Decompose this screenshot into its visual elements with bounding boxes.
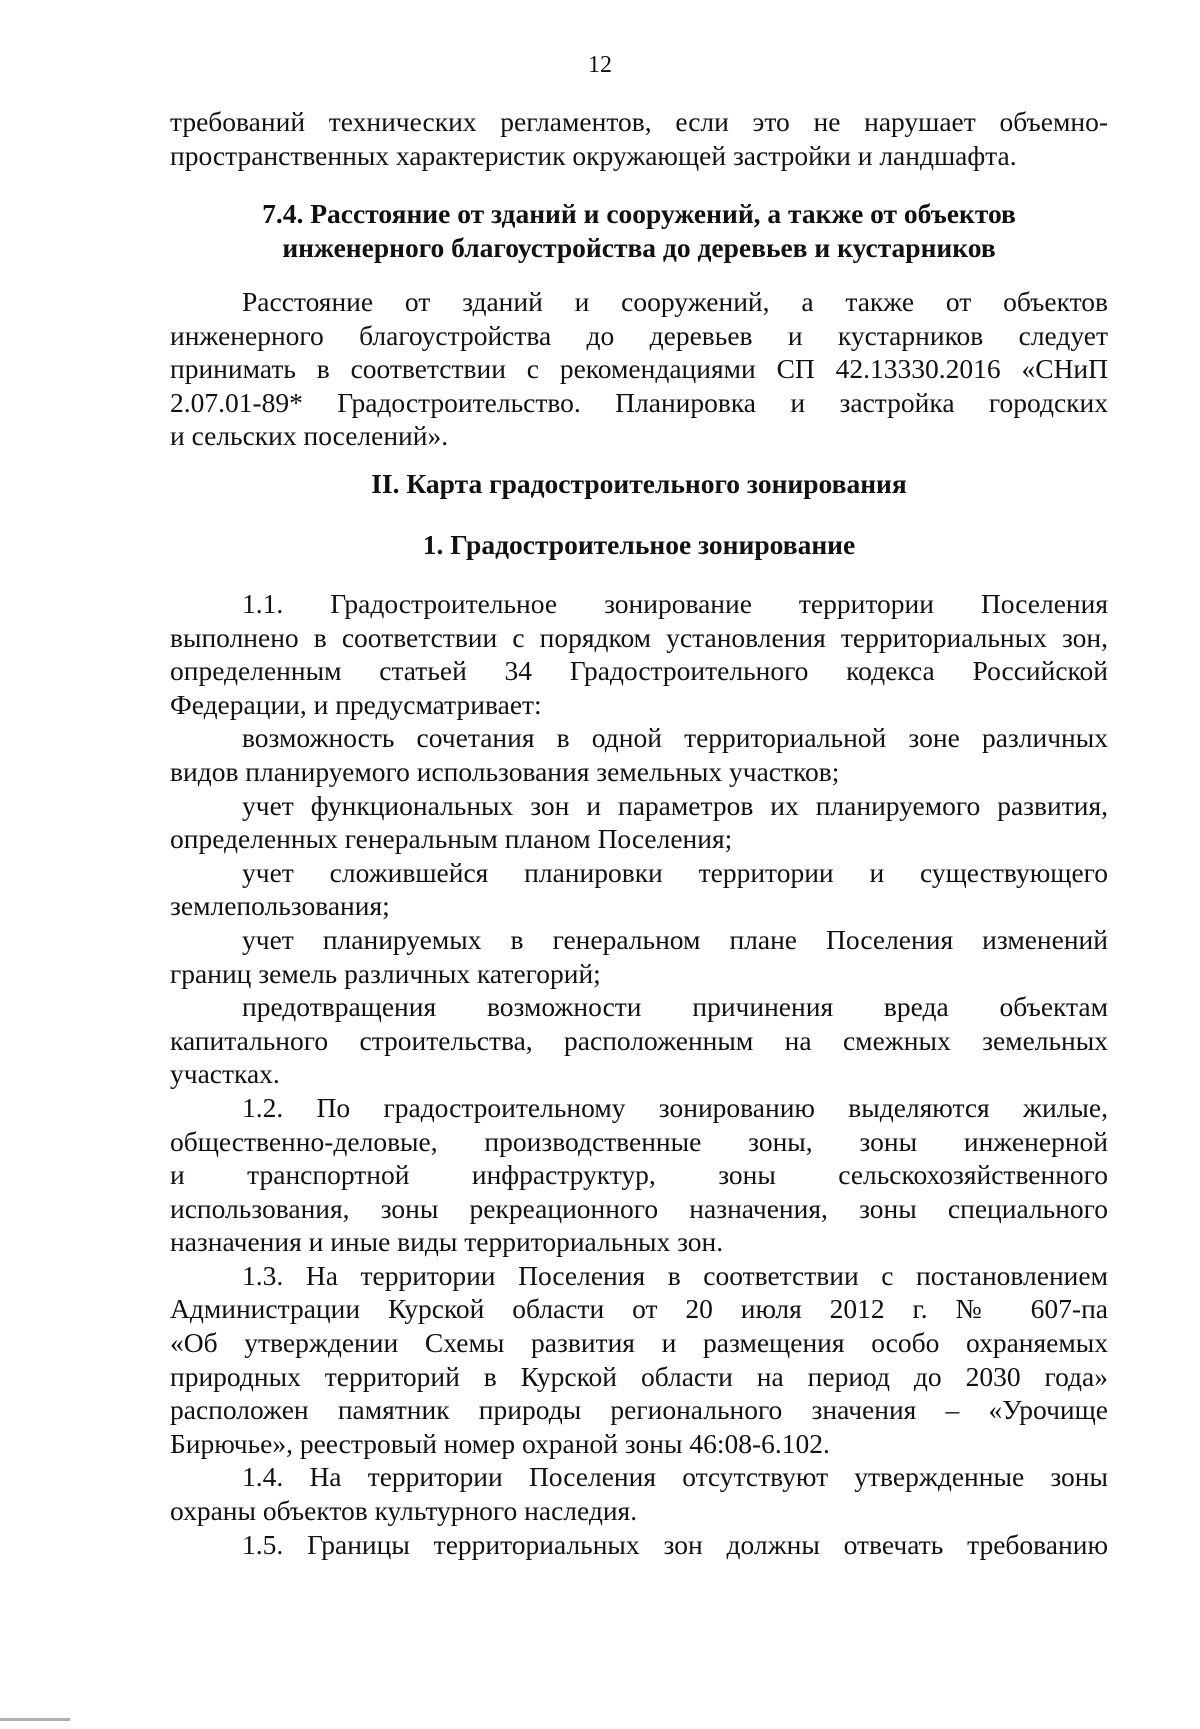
list-item-line: землепользования; xyxy=(170,890,390,922)
paragraph-1-2-line: и транспортной инфраструктур, зоны сельскохозяйственного xyxy=(170,1159,1108,1191)
text-line: принимать в соответствии с рекомендациями СП 42.13330.2016 «СНиП xyxy=(170,353,1108,385)
text-line: Расстояние от зданий и сооружений, а также от объектов xyxy=(242,286,1108,317)
paragraph-1-3-line: расположен памятник природы регионального значения – «Урочище xyxy=(170,1394,1108,1426)
intro-paragraph xyxy=(170,105,1108,172)
paragraph-1-3-line: 1.3. На территории Поселения в соответствии с постановлением xyxy=(242,1259,1108,1291)
text-line: и сельских поселений». xyxy=(170,420,449,452)
paragraph-1-1-line: определенным статьей 34 Градостроительного кодекса Российской xyxy=(170,655,1108,687)
paragraph-1-1-line: выполнено в соответствии с порядком установления территориальных зон, xyxy=(170,621,1108,653)
paragraph-1-4-line: 1.4. На территории Поселения отсутствуют утвержденные зоны xyxy=(242,1461,1108,1493)
section-1-body xyxy=(170,587,1108,1561)
list-item-line: возможность сочетания в одной территориальной зоне различных xyxy=(242,722,1108,754)
paragraph-1-3-line: Бирючье», реестровый номер охраной зоны 46:08-6.102. xyxy=(170,1427,830,1459)
scan-edge-mark xyxy=(0,1718,70,1721)
heading-line: инженерного благоустройства до деревьев и кустарников xyxy=(282,231,996,263)
text-line: 2.07.01-89* Градостроительство. Планировка и застройка городских xyxy=(170,386,1108,418)
text-line: требований технических регламентов, если это не нарушает объемно- xyxy=(170,106,1108,137)
page-number: 12 xyxy=(588,52,612,78)
list-item-line: учет функциональных зон и параметров их планируемого развития, xyxy=(242,789,1108,821)
paragraph-1-3-line: «Об утверждении Схемы развития и размещения особо охраняемых xyxy=(170,1327,1108,1359)
text-line: пространственных характеристик окружающей застройки и ландшафта. xyxy=(170,139,1017,171)
heading-line: II. Карта градостроительного зонирования xyxy=(371,468,907,499)
list-item-line: определенных генеральным планом Поселения; xyxy=(170,823,733,855)
section-1-heading xyxy=(170,528,1108,562)
paragraph-1-3-line: Администрации Курской области от 20 июля 2012 г. № 607-па xyxy=(170,1293,1108,1325)
paragraph-1-2-line: использования, зоны рекреационного назначения, зоны специального xyxy=(170,1192,1108,1224)
heading-line: 1. Градостроительное зонирование xyxy=(422,529,856,560)
part-2-heading xyxy=(170,467,1108,501)
paragraph-1-1-line: 1.1. Градостроительное зонирование территории Поселения xyxy=(242,588,1108,619)
list-item-line: учет сложившейся планировки территории и существующего xyxy=(242,856,1108,888)
list-item-line: участках. xyxy=(170,1058,280,1090)
paragraph-1-2-line: назначения и иные виды территориальных зон. xyxy=(170,1226,724,1258)
paragraph-1-3-line: природных территорий в Курской области на период до 2030 года» xyxy=(170,1360,1108,1392)
paragraph-1-2-line: 1.2. По градостроительному зонированию выделяются жилые, xyxy=(242,1091,1108,1123)
paragraph-1-2-line: общественно-деловые, производственные зоны, зоны инженерной xyxy=(170,1125,1108,1157)
list-item-line: капитального строительства, расположенным на смежных земельных xyxy=(170,1024,1108,1056)
paragraph-1-5-line: 1.5. Границы территориальных зон должны отвечать требованию xyxy=(242,1528,1108,1560)
list-item-line: границ земель различных категорий; xyxy=(170,957,601,989)
list-item-line: предотвращения возможности причинения вреда объектам xyxy=(242,991,1108,1023)
section-7-4-body xyxy=(170,285,1108,453)
paragraph-1-1-line: Федерации, и предусматривает: xyxy=(170,688,542,720)
paragraph-1-4-line: охраны объектов культурного наследия. xyxy=(170,1495,638,1527)
list-item-line: видов планируемого использования земельных участков; xyxy=(170,755,840,787)
text-line: инженерного благоустройства до деревьев и кустарников следует xyxy=(170,319,1108,351)
list-item-line: учет планируемых в генеральном плане Поселения изменений xyxy=(242,923,1108,955)
heading-line: 7.4. Расстояние от зданий и сооружений, а также от объектов xyxy=(262,198,1016,229)
section-7-4-heading xyxy=(170,197,1108,264)
